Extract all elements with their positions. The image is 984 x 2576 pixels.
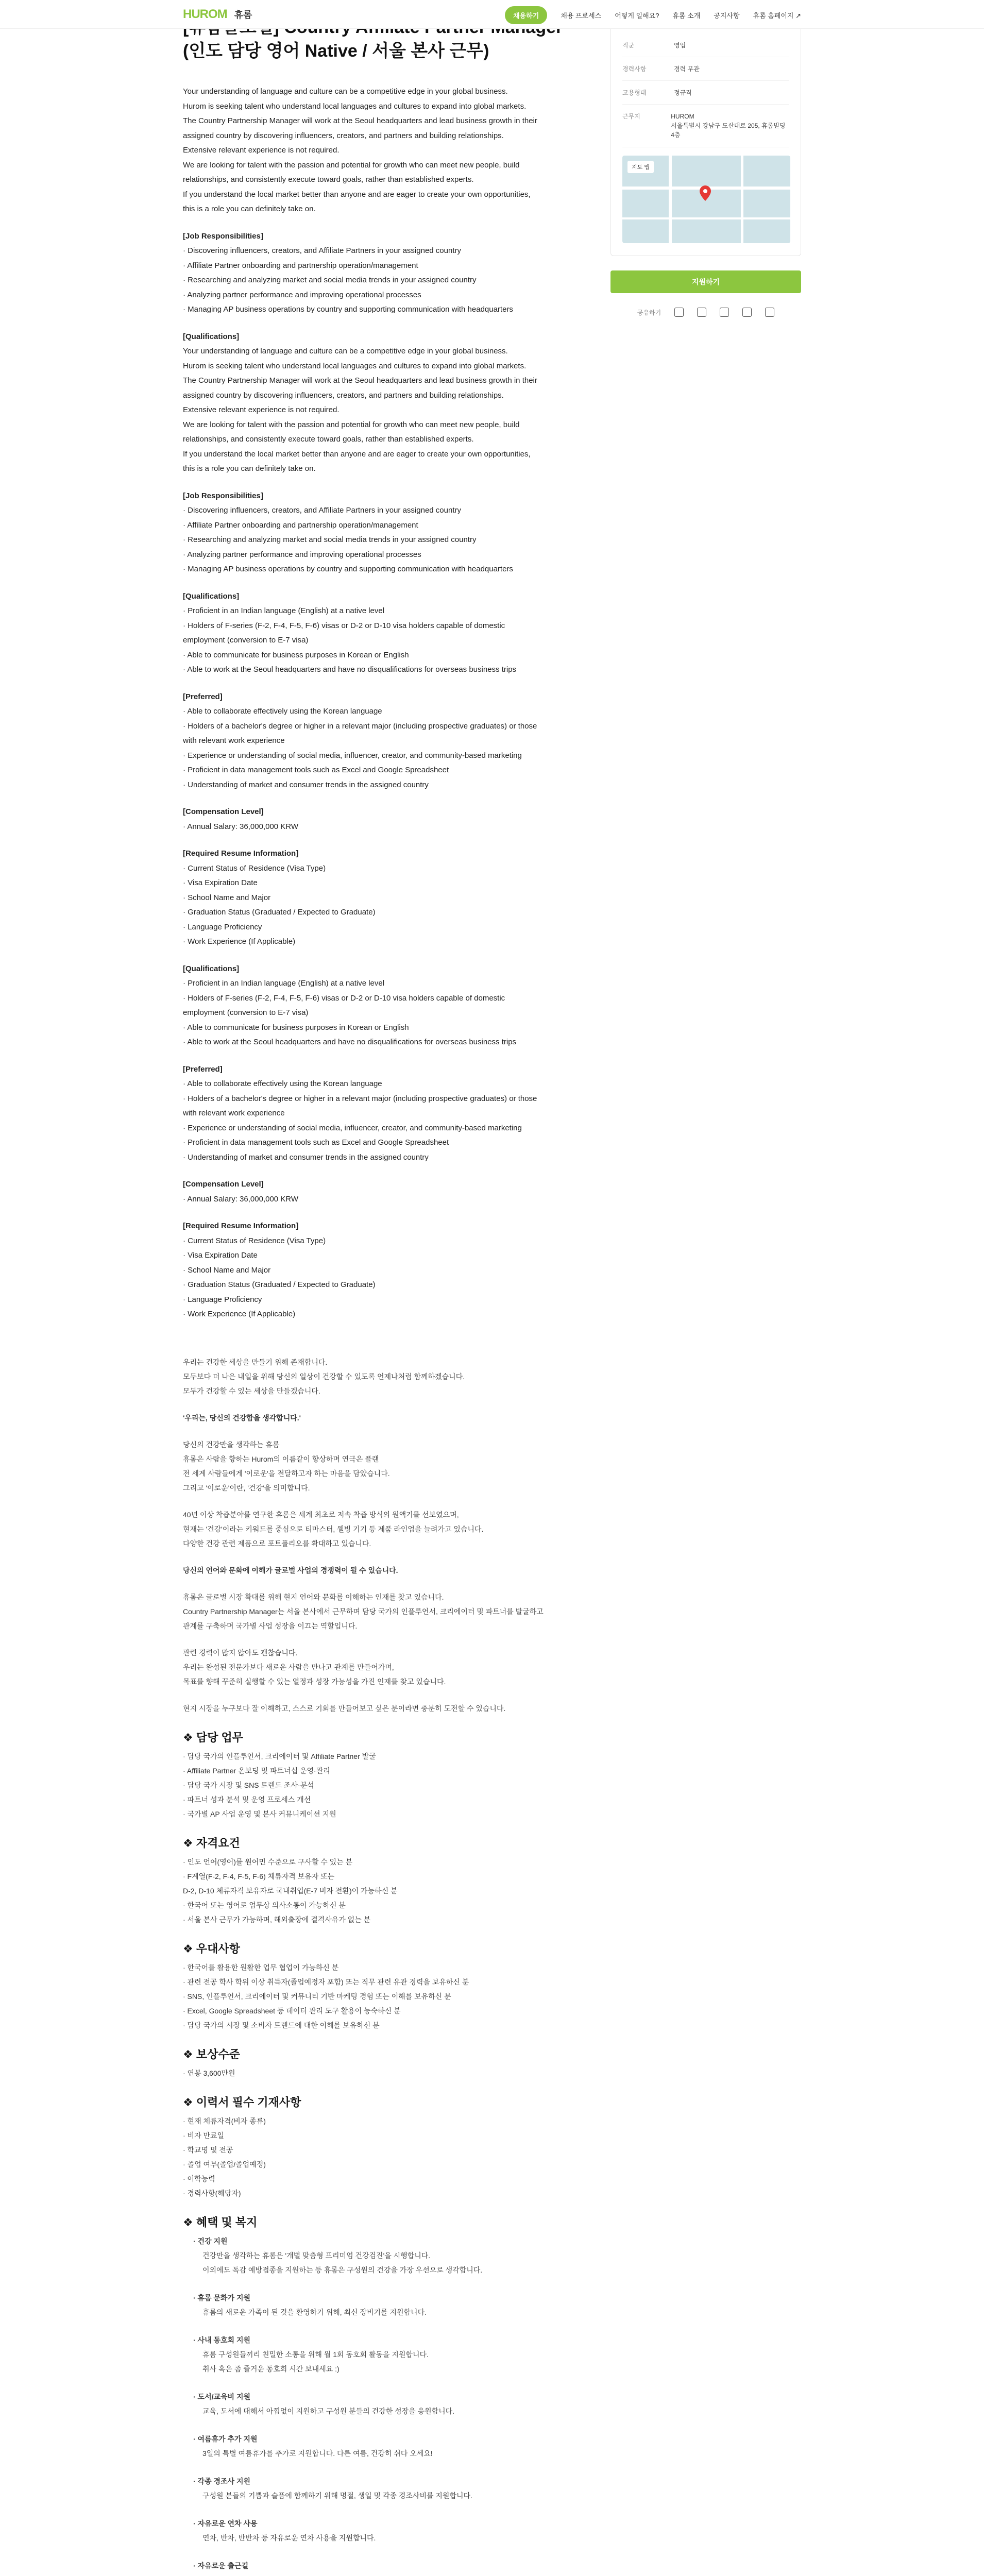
preferred-item: with relevant work experience xyxy=(183,736,285,745)
kr-section-item: · 담당 국가의 인플루언서, 크리에이터 및 Affiliate Partner 발굴 xyxy=(183,1752,376,1760)
section-label: [Preferred] xyxy=(183,692,223,701)
description-line: Hurom is seeking talent who understand local languages and cultures to expand into global markets. xyxy=(183,101,527,111)
hurom-logo[interactable]: HUROM xyxy=(183,7,227,21)
kr-body-line: 당신의 건강만을 생각하는 휴롬 xyxy=(183,1440,280,1449)
qualification-item: · Proficient in an Indian language (English) at a native level xyxy=(183,606,385,615)
preferred-item: · Able to collaborate effectively using the Korean language xyxy=(183,1079,382,1088)
resume-item: · Work Experience (If Applicable) xyxy=(183,937,296,946)
kr-body-line: 다양한 건강 관련 제품으로 포트폴리오를 확대하고 있습니다. xyxy=(183,1539,371,1548)
resume-item: · Visa Expiration Date xyxy=(183,1251,258,1260)
section-label: [Required Resume Information] xyxy=(183,849,299,858)
preferred-item: with relevant work experience xyxy=(183,1109,285,1117)
benefit-title: · 사내 동호회 지원 xyxy=(193,2335,250,2344)
info-row-location: 근무지 HUROM 서울특별시 강남구 도산대로 205, 휴롬빌딩 4층 xyxy=(622,105,789,147)
kr-section-item: · 인도 언어(영어)를 원어민 수준으로 구사할 수 있는 분 xyxy=(183,1857,353,1866)
info-row-category: 직군 영업 xyxy=(622,33,789,57)
kr-section-item: · 국가별 AP 사업 운영 및 본사 커뮤니케이션 지원 xyxy=(183,1809,336,1818)
info-row-employment-type: 고용형태 정규직 xyxy=(622,81,789,105)
resume-item: · School Name and Major xyxy=(183,1265,271,1275)
map-app-button[interactable]: 지도 앱 xyxy=(627,161,654,173)
benefit-desc: 취사 혹은 좀 즐거운 동호회 시간 보내세요 :) xyxy=(202,2364,340,2373)
kr-section-item: · Affiliate Partner 온보딩 및 파트너십 운영·관리 xyxy=(183,1766,330,1775)
resume-item: · Graduation Status (Graduated / Expected to Graduate) xyxy=(183,908,376,917)
benefit-desc: 구성원 분들의 기쁨과 슬픔에 함께하기 위해 명절, 생일 및 각종 경조사비를 지원합니다. xyxy=(202,2491,472,2500)
main-nav xyxy=(505,6,801,24)
kr-bold-line: 당신의 언어와 문화에 이해가 글로벌 사업의 경쟁력이 될 수 있습니다. xyxy=(183,1566,398,1574)
map-pin-icon xyxy=(700,185,711,201)
nav-process-link[interactable]: 채용 프로세스 xyxy=(561,12,602,20)
qualification-item: · Able to communicate for business purposes in Korean or English xyxy=(183,1023,409,1032)
brand-name-kr: 휴롬 xyxy=(234,10,252,20)
description-line: this is a role you can definitely take on. xyxy=(183,464,316,473)
kr-section-item: · SNS, 인플루언서, 크리에이터 및 커뮤니티 기반 마케팅 경험 또는 이해를 보유하신 분 xyxy=(183,1992,451,2001)
preferred-item: · Understanding of market and consumer trends in the assigned country xyxy=(183,1153,429,1162)
kr-body-line: 전 세계 사람들에게 '이로운'을 전달하고자 하는 마음을 담았습니다. xyxy=(183,1469,390,1478)
description-line: Extensive relevant experience is not required. xyxy=(183,146,340,155)
section-label: [Preferred] xyxy=(183,1064,223,1074)
responsibility-item: · Researching and analyzing market and social media trends in your assigned country xyxy=(183,535,477,544)
link-icon[interactable] xyxy=(765,308,774,317)
preferred-item: · Proficient in data management tools such as Excel and Google Spreadsheet xyxy=(183,1138,449,1147)
description-line: The Country Partnership Manager will work at the Seoul headquarters and lead business growth in their xyxy=(183,376,537,385)
kr-intro-line: 모두가 건강할 수 있는 세상을 만들겠습니다. xyxy=(183,1386,320,1395)
kr-section-item: · 비자 만료일 xyxy=(183,2131,225,2140)
kr-section-heading: ❖ 우대사항 xyxy=(183,1942,240,1955)
benefits-heading: ❖ 혜택 및 복지 xyxy=(183,2215,258,2229)
qualification-item: · Able to work at the Seoul headquarters and have no disqualifications for overseas business trips xyxy=(183,665,517,674)
kr-section-heading: ❖ 보상수준 xyxy=(183,2047,240,2061)
compensation-item: · Annual Salary: 36,000,000 KRW xyxy=(183,822,299,831)
kr-body-line: 현재는 '건강'이라는 키워드를 중심으로 티마스터, 웰빙 기기 등 제품 라인업을 늘려가고 있습니다. xyxy=(183,1524,484,1533)
responsibility-item: · Affiliate Partner onboarding and partnership operation/management xyxy=(183,261,418,270)
kr-section-item: · Excel, Google Spreadsheet 등 데이터 관리 도구 활용이 능숙하신 분 xyxy=(183,2006,401,2015)
description-line: this is a role you can definitely take on. xyxy=(183,205,316,213)
preferred-item: · Holders of a bachelor's degree or higher in a relevant major (including prospective graduates) or those xyxy=(183,721,537,731)
twitter-icon[interactable] xyxy=(742,308,752,317)
benefit-title: · 자유로운 연차 사용 xyxy=(193,2519,258,2528)
kr-body-line: 휴롬은 글로벌 시장 확대를 위해 현지 언어와 문화를 이해하는 인재를 찾고 있습니다. xyxy=(183,1592,444,1601)
kr-section-item: D-2, D-10 체류자격 보유자로 국내취업(E-7 비자 전환)이 가능하신 분 xyxy=(183,1886,398,1895)
responsibility-item: · Discovering influencers, creators, and Affiliate Partners in your assigned country xyxy=(183,246,461,255)
kr-section-item: · 파트너 성과 분석 및 운영 프로세스 개선 xyxy=(183,1795,311,1804)
section-label: [Compensation Level] xyxy=(183,1180,264,1189)
benefit-title: · 각종 경조사 지원 xyxy=(193,2477,250,2485)
description-line: relationships, and consistently execute toward goals, rather than established experts. xyxy=(183,175,474,184)
nav-how-we-work-link[interactable]: 어떻게 일해요? xyxy=(615,12,659,20)
kr-section-item: · 학교명 및 전공 xyxy=(183,2145,233,2154)
preferred-item: · Experience or understanding of social media, influencer, creator, and community-based marketing xyxy=(183,1123,522,1132)
share-copy-icon[interactable] xyxy=(674,308,684,317)
description-line: assigned country by discovering influencers, creators, and partners and building relationships. xyxy=(183,391,504,400)
description-line: Your understanding of language and culture can be a competitive edge in your global business. xyxy=(183,87,508,96)
resume-item: · School Name and Major xyxy=(183,893,271,902)
kr-body-line: 관련 경력이 많지 않아도 괜찮습니다. xyxy=(183,1648,298,1657)
qualification-item: · Able to communicate for business purposes in Korean or English xyxy=(183,650,409,659)
kr-section-item: · 관련 전공 학사 학위 이상 취득자(졸업예정자 포함) 또는 직무 관련 유관 경력을 보유하신 분 xyxy=(183,1977,469,1986)
resume-item: · Language Proficiency xyxy=(183,922,262,931)
top-navigation-bar xyxy=(0,0,984,29)
section-label: [Job Responsibilities] xyxy=(183,491,263,500)
job-post-body xyxy=(183,15,574,2576)
kr-section-item: · 경력사항(해당자) xyxy=(183,2189,241,2197)
section-label: [Qualifications] xyxy=(183,591,240,601)
benefit-desc: 건강만을 생각하는 휴롬은 '개별 맞춤형 프리미엄 건강검진'을 시행합니다. xyxy=(202,2251,431,2260)
resume-item: · Language Proficiency xyxy=(183,1295,262,1304)
resume-item: · Current Status of Residence (Visa Type) xyxy=(183,1236,326,1245)
nav-about-link[interactable]: 휴롬 소개 xyxy=(672,12,701,20)
kakao-icon[interactable] xyxy=(720,308,729,317)
benefit-title: · 여름휴가 추가 지원 xyxy=(193,2434,258,2443)
kr-section-heading: ❖ 담당 업무 xyxy=(183,1731,243,1744)
kr-body-line: 우리는 완성된 전문가보다 새로운 사람을 만나고 관계를 만들어가며, xyxy=(183,1663,394,1671)
kr-section-item: · 어학능력 xyxy=(183,2174,215,2183)
benefit-desc: 휴롬 구성원들끼리 친밀한 소통을 위해 월 1회 동호회 활동을 지원합니다. xyxy=(202,2350,429,2359)
description-line: Extensive relevant experience is not required. xyxy=(183,405,340,414)
nav-homepage-link[interactable]: 휴롬 홈페이지 ↗ xyxy=(753,12,801,20)
section-label: [Qualifications] xyxy=(183,964,240,973)
kr-intro-line: 우리는 건강한 세상을 만들기 위해 존재합니다. xyxy=(183,1358,328,1366)
responsibility-item: · Analyzing partner performance and improving operational processes xyxy=(183,290,421,299)
responsibility-item: · Analyzing partner performance and improving operational processes xyxy=(183,550,421,559)
brand[interactable] xyxy=(183,7,252,22)
compensation-item: · Annual Salary: 36,000,000 KRW xyxy=(183,1194,299,1204)
responsibility-item: · Researching and analyzing market and social media trends in your assigned country xyxy=(183,276,477,284)
responsibility-item: · Discovering influencers, creators, and Affiliate Partners in your assigned country xyxy=(183,506,461,515)
apply-button[interactable]: 지원하기 xyxy=(610,270,801,293)
benefit-desc: 3일의 특별 여름휴가를 추가로 지원합니다. 다른 여름, 건강히 쉬다 오세요! xyxy=(202,2449,433,2458)
kr-section-item: · 담당 국가 시장 및 SNS 트렌드 조사·분석 xyxy=(183,1781,314,1789)
section-label: [Required Resume Information] xyxy=(183,1222,299,1230)
kr-section-item: · 담당 국가의 시장 및 소비자 트렌드에 대한 이해를 보유하신 분 xyxy=(183,2021,380,2029)
job-info-card xyxy=(610,21,801,256)
benefit-desc: 교육, 도서에 대해서 아낌없이 지원하고 구성원 분들의 건강한 성장을 응원합니다. xyxy=(202,2406,455,2415)
preferred-item: · Understanding of market and consumer trends in the assigned country xyxy=(183,780,429,789)
description-line: Your understanding of language and culture can be a competitive edge in your global business. xyxy=(183,347,508,355)
responsibility-item: · Affiliate Partner onboarding and partnership operation/management xyxy=(183,520,418,530)
qualification-item: · Proficient in an Indian language (English) at a native level xyxy=(183,979,385,988)
kr-body-line: 목표를 향해 꾸준히 실행할 수 있는 열정과 성장 가능성을 가진 인재를 찾고 있습니다. xyxy=(183,1677,446,1686)
share-bar xyxy=(610,308,801,317)
kr-section-heading: ❖ 자격요건 xyxy=(183,1836,240,1850)
qualification-item: · Holders of F-series (F-2, F-4, F-5, F-6) visas or D-2 or D-10 visa holders capable of domestic xyxy=(183,621,505,630)
responsibility-item: · Managing AP business operations by country and supporting communication with headquarters xyxy=(183,305,513,314)
kr-section-item: · 한국어 또는 영어로 업무상 의사소통이 가능하신 분 xyxy=(183,1901,346,1909)
benefit-title: · 건강 지원 xyxy=(193,2236,228,2245)
korean-description xyxy=(183,1355,574,2576)
kr-quote: '우리는, 당신의 건강함을 생각합니다.' xyxy=(183,1413,301,1422)
qualification-item: employment (conversion to E-7 visa) xyxy=(183,636,309,645)
info-row-experience: 경력사항 경력 무관 xyxy=(622,57,789,81)
responsibility-item: · Managing AP business operations by country and supporting communication with headquarters xyxy=(183,565,513,573)
benefit-desc: 연차, 반차, 반반차 등 자유로운 연차 사용을 지원합니다. xyxy=(202,2533,376,2542)
kr-body-line: Country Partnership Manager는 서울 본사에서 근무하며 담당 국가의 인플루언서, 크리에이터 및 파트너를 발굴하고 xyxy=(183,1607,544,1616)
kr-section-item: · 서울 본사 근무가 가능하며, 해외출장에 결격사유가 없는 분 xyxy=(183,1915,371,1924)
job-title: (인도 담당 영어 Native / 서울 본사 근무) xyxy=(183,41,489,61)
benefit-title: · 자유로운 출근길 xyxy=(193,2561,249,2570)
resume-item: · Graduation Status (Graduated / Expected to Graduate) xyxy=(183,1280,376,1289)
preferred-item: · Experience or understanding of social media, influencer, creator, and community-based marketing xyxy=(183,751,522,760)
kr-intro-line: 모두보다 더 나은 내일을 위해 당신의 일상이 건강할 수 있도록 언제나처럼 함께하겠습니다. xyxy=(183,1372,465,1381)
preferred-item: · Able to collaborate effectively using the Korean language xyxy=(183,707,382,716)
description-line: If you understand the local market better than anyone and are eager to create your own opportunities, xyxy=(183,190,531,199)
nav-jobs-button[interactable]: 채용하기 xyxy=(505,6,547,24)
description-line: assigned country by discovering influencers, creators, and partners and building relationships. xyxy=(183,131,504,140)
benefit-desc: 이외에도 독감 예방접종을 지원하는 등 휴롬은 구성원의 건강을 가장 우선으로 생각합니다. xyxy=(202,2265,483,2274)
kr-body-line: 현지 시장을 누구보다 잘 이해하고, 스스로 기회를 만들어보고 싶은 분이라면 충분히 도전할 수 있습니다. xyxy=(183,1704,506,1713)
benefit-title: · 도서/교육비 지원 xyxy=(193,2392,250,2401)
kr-body-line: 40년 이상 착즙분야를 연구한 휴롬은 세계 최초로 저속 착즙 방식의 원액기를 선보였으며, xyxy=(183,1510,459,1519)
kr-section-heading: ❖ 이력서 필수 기재사항 xyxy=(183,2095,301,2109)
facebook-icon[interactable] xyxy=(697,308,706,317)
nav-notice-link[interactable]: 공지사항 xyxy=(714,12,740,20)
qualification-item: · Able to work at the Seoul headquarters and have no disqualifications for overseas business trips xyxy=(183,1038,517,1046)
section-label: [Compensation Level] xyxy=(183,807,264,816)
section-label: [Job Responsibilities] xyxy=(183,231,263,241)
description-line: Hurom is seeking talent who understand local languages and cultures to expand into global markets. xyxy=(183,361,527,370)
kr-body-line: 관계를 구축하며 국가별 사업 성장을 이끄는 역할입니다. xyxy=(183,1621,358,1630)
location-map[interactable] xyxy=(622,156,790,243)
description-line: We are looking for talent with the passion and potential for growth who can meet new people, build xyxy=(183,160,520,170)
kr-body-line: 휴롬은 사람을 향하는 Hurom의 이름같이 향상하며 연극은 플랜 xyxy=(183,1454,379,1463)
job-sidebar xyxy=(610,21,801,317)
preferred-item: · Holders of a bachelor's degree or higher in a relevant major (including prospective graduates) or those xyxy=(183,1094,537,1103)
kr-section-item: · 한국어를 활용한 원활한 업무 협업이 가능하신 분 xyxy=(183,1963,339,1972)
kr-section-item: · F계열(F-2, F-4, F-5, F-6) 체류자격 보유자 또는 xyxy=(183,1872,335,1880)
resume-item: · Work Experience (If Applicable) xyxy=(183,1310,296,1318)
benefit-title: · 휴롬 문화가 지원 xyxy=(193,2293,250,2302)
section-label: [Qualifications] xyxy=(183,332,240,341)
benefit-desc xyxy=(202,2573,574,2576)
kr-section-item: · 연봉 3,600만원 xyxy=(183,2069,235,2077)
kr-section-item: · 현재 체류자격(비자 종류) xyxy=(183,2116,266,2125)
qualification-item: · Holders of F-series (F-2, F-4, F-5, F-6) visas or D-2 or D-10 visa holders capable of domestic xyxy=(183,993,505,1003)
english-description xyxy=(183,84,574,1334)
qualification-item: employment (conversion to E-7 visa) xyxy=(183,1008,309,1017)
kr-section-item: · 졸업 여부(졸업/졸업예정) xyxy=(183,2160,266,2168)
description-line: If you understand the local market better than anyone and are eager to create your own opportunities, xyxy=(183,449,531,459)
preferred-item: · Proficient in data management tools such as Excel and Google Spreadsheet xyxy=(183,766,449,774)
benefit-desc: 휴롬의 새로운 가족이 된 것을 환영하기 위해, 최신 장비기를 지원합니다. xyxy=(202,2308,427,2316)
description-line: relationships, and consistently execute toward goals, rather than established experts. xyxy=(183,435,474,444)
resume-item: · Visa Expiration Date xyxy=(183,878,258,887)
share-label: 공유하기 xyxy=(637,309,661,316)
kr-body-line: 그리고 '이로운'이란, '건강'을 의미합니다. xyxy=(183,1483,310,1492)
resume-item: · Current Status of Residence (Visa Type) xyxy=(183,863,326,873)
description-line: The Country Partnership Manager will work at the Seoul headquarters and lead business growth in their xyxy=(183,116,537,125)
description-line: We are looking for talent with the passion and potential for growth who can meet new people, build xyxy=(183,420,520,429)
